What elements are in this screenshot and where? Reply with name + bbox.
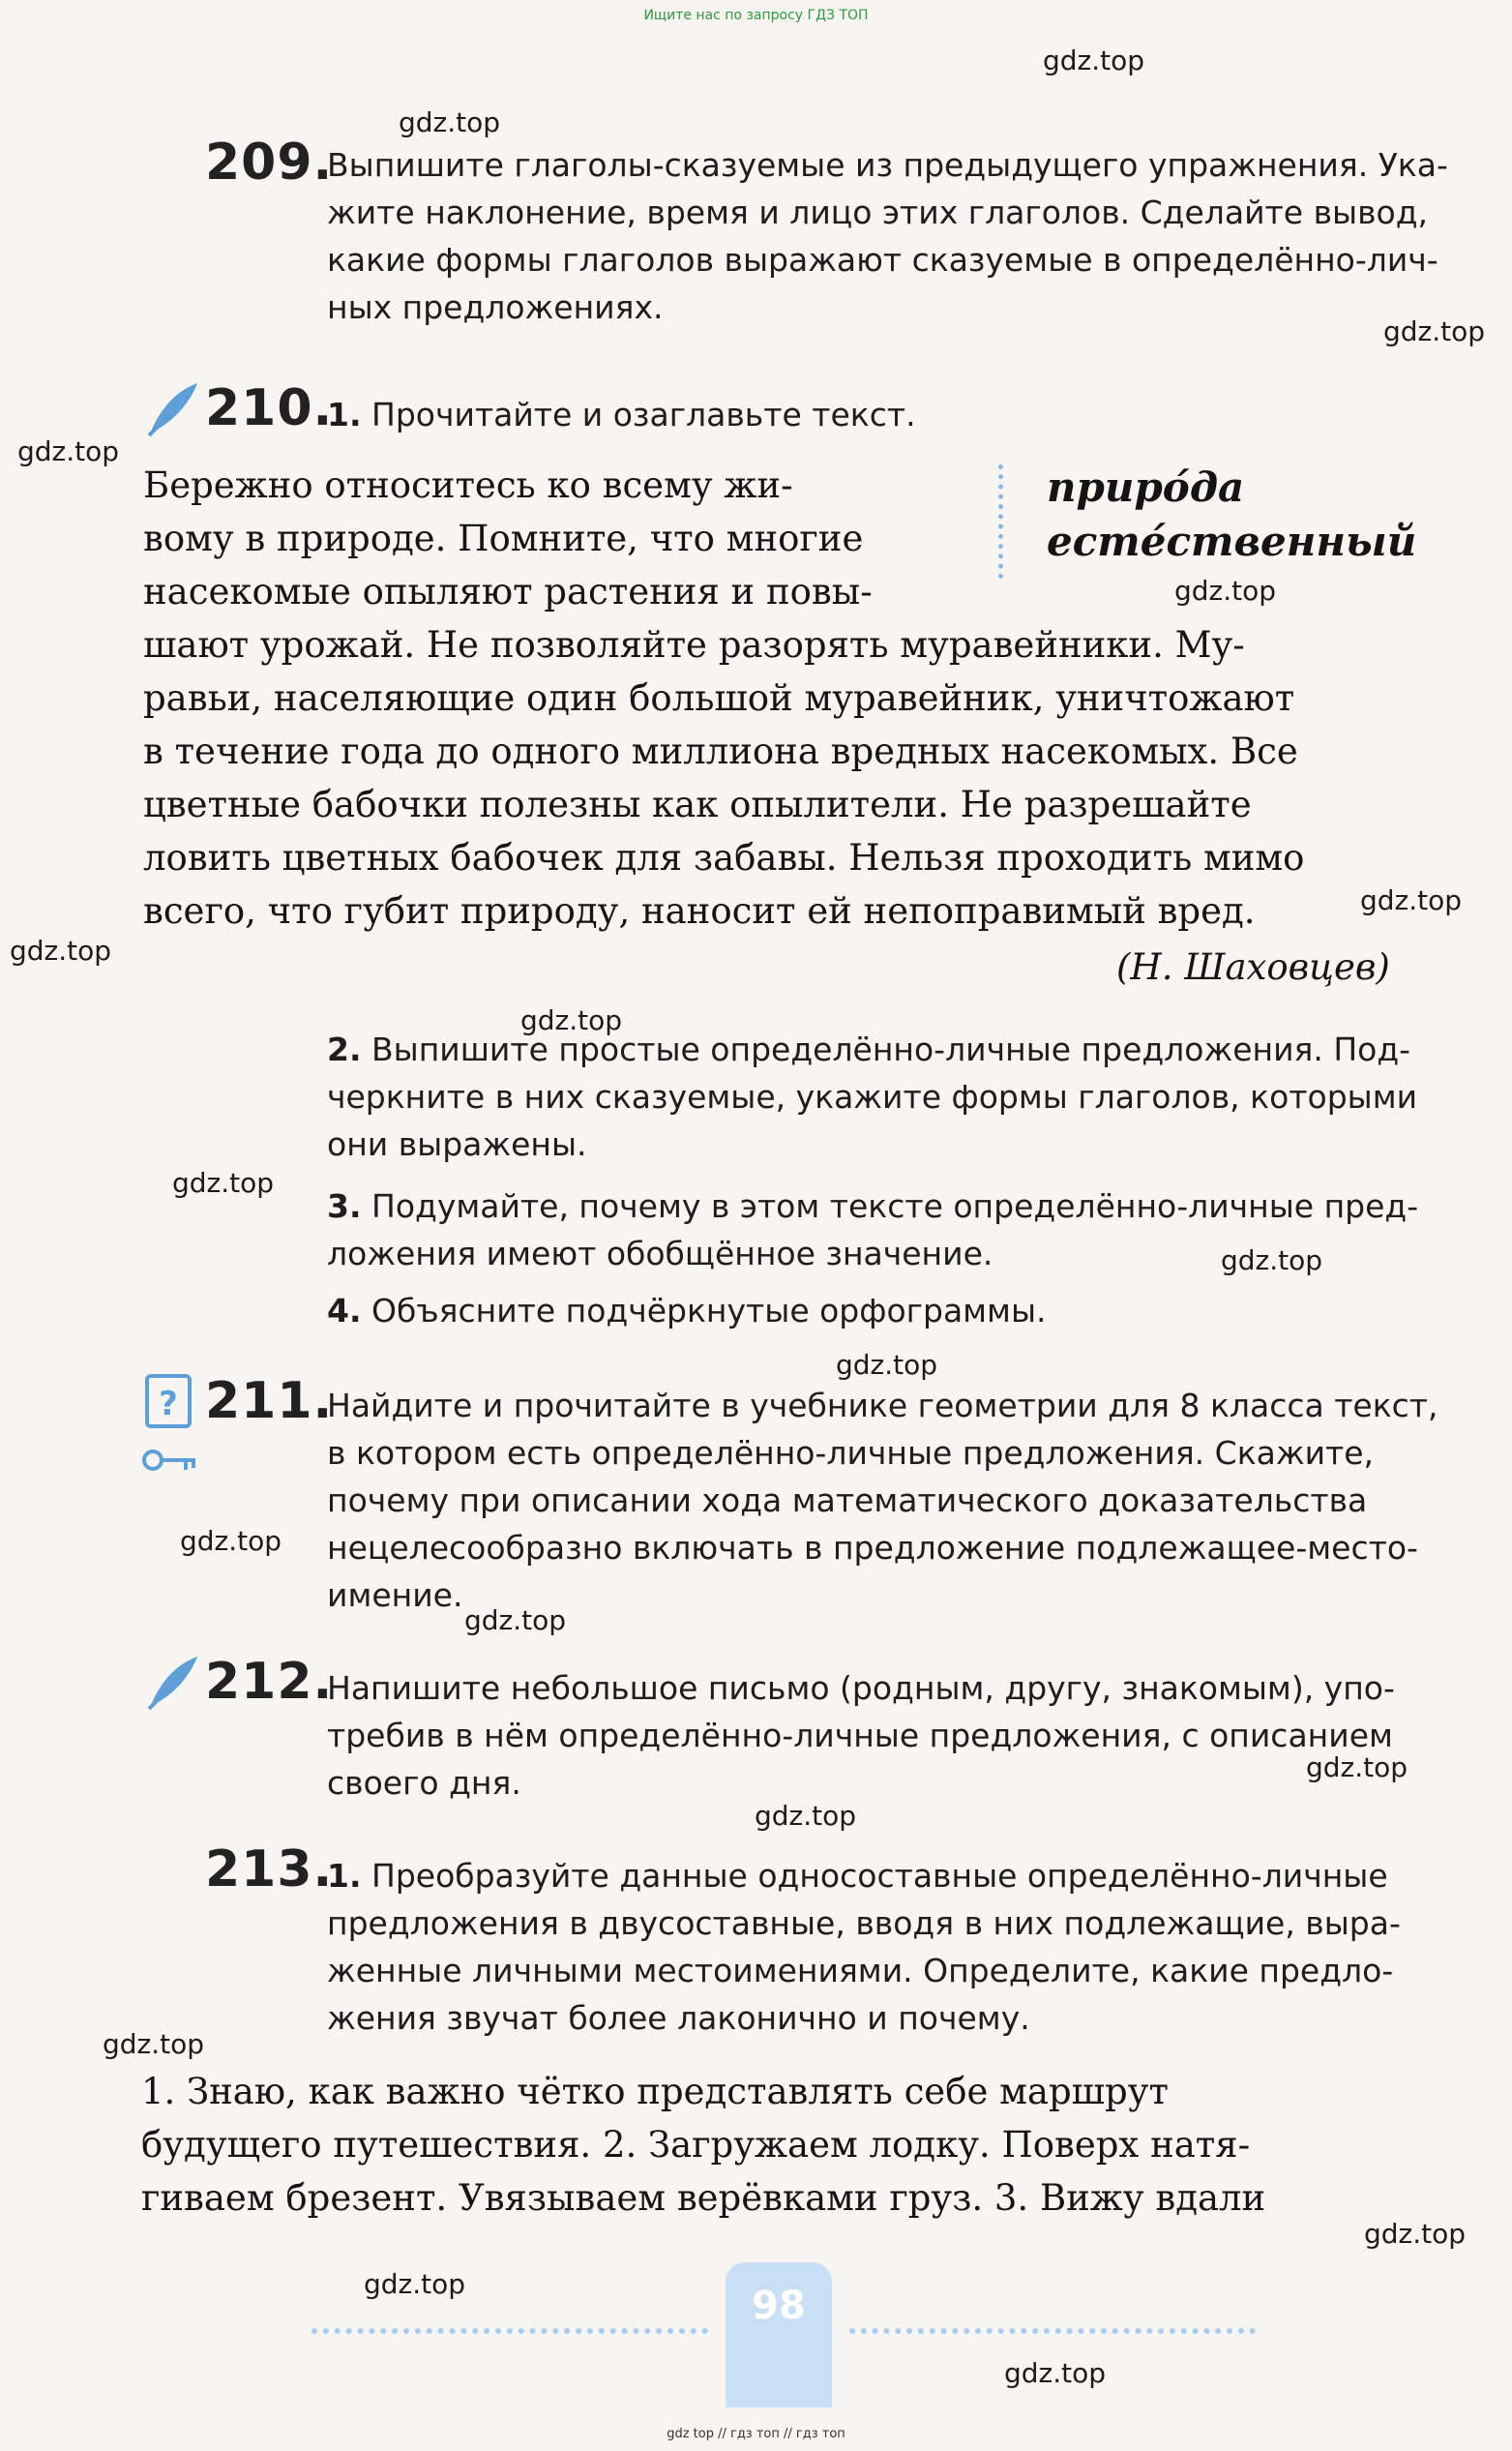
author: (Н. Шаховцев) [1116,946,1390,988]
watermark: gdz.top [399,106,501,138]
vocabulary-word: приро́да [1047,463,1245,511]
text-line: ловить цветных бабочек для забавы. Нельзя проходить мимо [143,837,1305,879]
text-line: насекомые опыляют растения и повы- [143,571,873,613]
task-number: 3. [327,1187,362,1225]
exercise-211-task [327,1382,1438,1619]
task-line: предложения в двусоставные, вводя в них подлежащие, выра- [327,1904,1401,1942]
watermark: gdz.top [755,1800,857,1832]
task-text: Объясните подчёркнутые орфограммы. [371,1292,1047,1330]
exercise-number-209: 209. [205,134,334,192]
exercise-210-task-2 [327,1026,1417,1168]
task-number: 1. [327,396,362,433]
watermark: gdz.top [180,1525,282,1557]
footer-dotted-line [311,2328,708,2340]
exercise-213-text [141,2065,1265,2225]
text-line: вому в природе. Помните, что многие [143,518,864,559]
task-line: жения звучат более лаконично и почему. [327,1999,1030,2037]
key-icon [141,1446,199,1475]
text-line: в течение года до одного миллиона вредных насекомых. Все [143,731,1298,772]
watermark: gdz.top [836,1349,938,1381]
page-number: 98 [752,2284,806,2328]
exercise-210-task-3 [327,1182,1418,1277]
task-line: требив в нём определённо-личные предложения, с описанием [327,1717,1393,1754]
task-text: Подумайте, почему в этом тексте определённо-личные пред- [371,1187,1419,1225]
task-line: черкните в них сказуемые, укажите формы глаголов, которыми [327,1078,1418,1116]
task-number: 1. [327,1857,362,1895]
task-text: Выпишите простые определённо-личные предложения. Под- [371,1031,1411,1068]
vocabulary-word: есте́ственный [1047,518,1417,565]
task-line: Напишите небольшое письмо (родным, другу, знакомым), упо- [327,1669,1395,1707]
sidebar-divider [998,464,1011,579]
watermark: gdz.top [364,2268,466,2300]
svg-text:?: ? [159,1385,178,1423]
task-line [327,1852,1401,1899]
task-line [327,1026,1417,1073]
exercise-number-210: 210. [205,379,334,437]
vocabulary-words [1047,461,1416,569]
exercise-209-task [327,141,1448,331]
question-notebook-icon [143,1372,193,1430]
task-line: ных предложениях. [327,288,664,326]
exercise-213-task [327,1852,1401,2042]
task-line: ложения имеют обобщённое значение. [327,1235,993,1272]
watermark: gdz.top [17,435,120,467]
watermark: gdz.top [1043,45,1145,76]
exercise-number-213: 213. [205,1840,334,1898]
text-line: всего, что губит природу, наносит ей непоправимый вред. [143,890,1256,932]
task-line: имение. [327,1576,463,1614]
text-line: цветные бабочки полезны как опылители. Не разрешайте [143,784,1252,825]
task-line [327,1182,1418,1230]
watermark: gdz.top [172,1167,275,1199]
watermark: gdz.top [1221,1244,1323,1276]
watermark: gdz.top [10,935,112,967]
task-text: Преобразуйте данные односоставные определённо-личные [371,1857,1388,1895]
watermark: gdz.top [1360,884,1463,916]
text-line: равьи, населяющие один большой муравейник, уничтожают [143,677,1295,719]
task-line: в котором есть определённо-личные предложения. Скажите, [327,1434,1375,1472]
watermark: gdz.top [1383,315,1486,347]
search-hint-link[interactable]: Ищите нас по запросу ГДЗ ТОП [643,8,869,23]
task-text: Прочитайте и озаглавьте текст. [371,396,916,433]
footer-dotted-line [849,2328,1256,2340]
watermark: gdz.top [103,2028,205,2060]
watermark: gdz.top [1174,575,1277,607]
task-line: какие формы глаголов выражают сказуемые в определённо-лич- [327,241,1438,279]
watermark: gdz.top [520,1004,623,1036]
task-line: нецелесообразно включать в предложение подлежащее-место- [327,1529,1418,1567]
exercise-number-211: 211. [205,1372,334,1430]
task-line: почему при описании хода математического доказательства [327,1481,1368,1519]
task-line: женные личными местоимениями. Определите, какие предло- [327,1952,1394,1989]
pen-icon [143,1653,201,1711]
task-number: 2. [327,1031,362,1068]
text-line: будущего путешествия. 2. Загружаем лодку. Поверх натя- [141,2124,1251,2166]
task-line: своего дня. [327,1764,521,1802]
exercise-210-task-1 [327,391,916,438]
text-line: 1. Знаю, как важно чётко представлять себе маршрут [141,2071,1169,2112]
text-line: шают урожай. Не позволяйте разорять муравейники. Му- [143,624,1245,666]
task-number: 4. [327,1292,362,1330]
text-line: гиваем брезент. Увязываем верёвками груз. 3. Вижу вдали [141,2177,1266,2219]
footer-links[interactable]: gdz top // гдз топ // гдз топ [667,2427,845,2441]
watermark: gdz.top [1364,2218,1467,2250]
watermark: gdz.top [1004,2357,1107,2389]
task-line: они выражены. [327,1125,587,1163]
task-line: жите наклонение, время и лицо этих глаголов. Сделайте вывод, [327,194,1429,231]
task-line: Найдите и прочитайте в учебнике геометрии для 8 класса текст, [327,1387,1438,1424]
exercise-210-task-4 [327,1287,1047,1334]
pen-icon [143,379,201,437]
task-line: Выпишите глаголы-сказуемые из предыдущего упражнения. Ука- [327,146,1448,184]
text-line: Бережно относитесь ко всему жи- [143,464,793,506]
watermark: gdz.top [1306,1751,1408,1783]
exercise-number-212: 212. [205,1653,334,1711]
watermark: gdz.top [464,1604,567,1636]
exercise-212-task [327,1664,1395,1807]
